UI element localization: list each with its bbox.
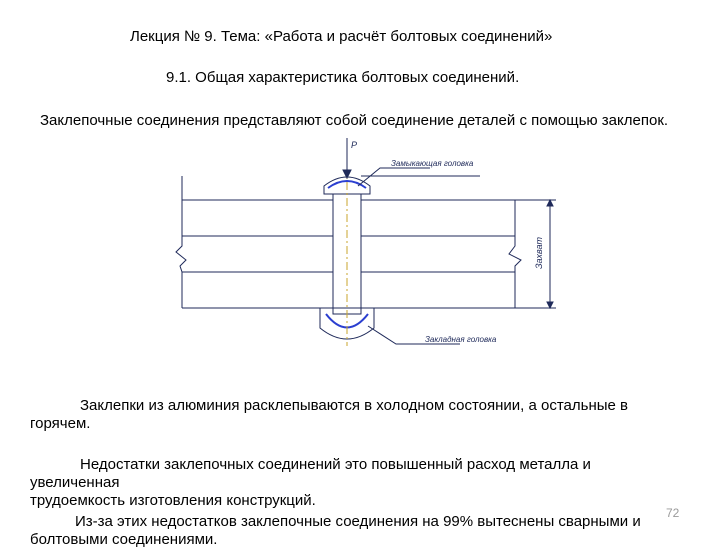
paragraph-line: увеличенная bbox=[30, 474, 120, 491]
setting-head-label: Закладная головка bbox=[425, 335, 497, 344]
grip-label: Захват bbox=[534, 236, 544, 269]
rivet-joint-diagram bbox=[170, 136, 590, 366]
paragraph-line: горячем. bbox=[30, 415, 91, 432]
page-number: 72 bbox=[666, 506, 680, 520]
intro-text: Заклепочные соединения представляют собой соединение деталей с помощью заклепок. bbox=[40, 112, 669, 129]
paragraph-replacement bbox=[30, 513, 690, 549]
paragraph-line: Из-за этих недостатков заклепочные соединения на 99% вытеснены сварными и bbox=[75, 513, 641, 530]
lecture-title: Лекция № 9. Тема: «Работа и расчёт болтовых соединений» bbox=[130, 28, 553, 45]
paragraph-disadvantages bbox=[30, 456, 690, 510]
paragraph-line: Недостатки заклепочных соединений это повышенный расход металла и bbox=[80, 456, 591, 473]
paragraph-line: болтовыми соединениями. bbox=[30, 531, 218, 548]
paragraph-line: трудоемкость изготовления конструкций. bbox=[30, 492, 316, 509]
break-line-left bbox=[176, 200, 186, 308]
paragraph-line: Заклепки из алюминия расклепываются в холодном состоянии, а остальные в bbox=[80, 397, 629, 414]
section-title: 9.1. Общая характеристика болтовых соединений. bbox=[166, 69, 520, 86]
force-label: P bbox=[351, 140, 358, 150]
closing-head-label: Замыкающая головка bbox=[391, 159, 474, 168]
break-line-right bbox=[509, 200, 521, 308]
paragraph-aluminium bbox=[30, 397, 690, 433]
